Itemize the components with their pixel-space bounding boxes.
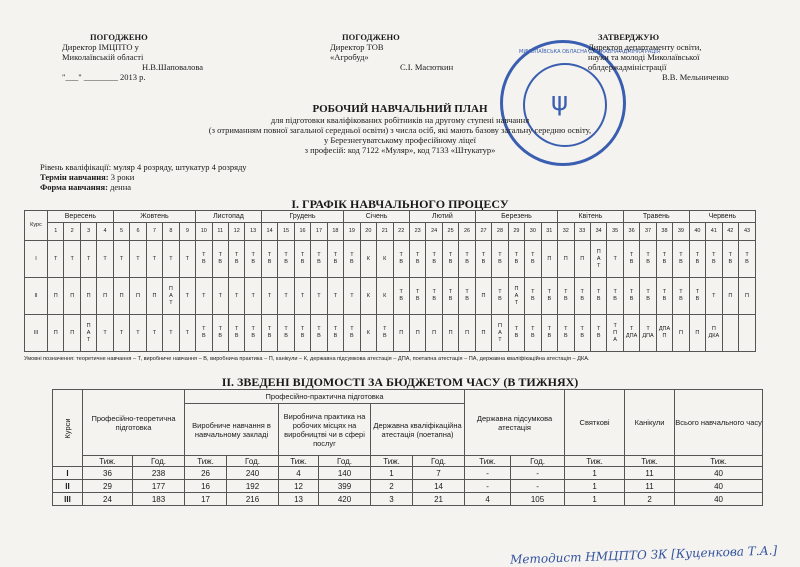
schedule-cell [739,315,756,352]
schedule-cell: Т В [344,241,360,278]
budget-cell-vh: 140 [319,467,371,480]
approval-left-name: Н.В.Шаповалова [142,62,204,72]
schedule-cell: Т В [261,241,277,278]
schedule-week-35: 35 [607,223,623,241]
term-label: Термін навчання: [40,172,109,182]
schedule-cell: Т ДПА [623,315,639,352]
schedule-cell: Т В [492,241,508,278]
schedule-cell: П [426,315,442,352]
schedule-week-6: 6 [130,223,146,241]
schedule-cell: П [541,241,557,278]
schedule-month-2: Листопад [196,211,262,223]
schedule-week-10: 10 [196,223,212,241]
schedule-week-38: 38 [656,223,672,241]
budget-cell-ph: 216 [227,493,279,506]
budget-cell-th: 177 [133,480,185,493]
schedule-cell: Т В [689,241,705,278]
budget-cell-vac: 2 [625,493,675,506]
unit-weeks: Тиж. [625,456,675,467]
schedule-cell: Т В [442,278,458,315]
budget-cell-vw: 12 [279,480,319,493]
schedule-cell: Т В [327,241,343,278]
budget-h-vacations: Канікули [625,390,675,456]
schedule-cell [722,315,738,352]
schedule-cell: Т В [656,278,672,315]
budget-cell-tw: 29 [83,480,133,493]
budget-cell-tw: 36 [83,467,133,480]
schedule-cell: Т В [574,315,590,352]
schedule-cell: Т [278,278,294,315]
schedule-week-18: 18 [327,223,343,241]
form-value: денна [110,182,132,192]
schedule-cell: Т [48,241,64,278]
approval-left-line1: Директор ІМЦПТО у [62,42,139,52]
unit-weeks: Тиж. [83,456,133,467]
budget-h-state-qual: Державна кваліфікаційна атестація (поетапна) [371,404,465,456]
schedule-cell: Т ДПА [640,315,656,352]
schedule-cell: Т В [212,241,228,278]
schedule-cell: Т В [508,315,524,352]
schedule-cell: Т [344,278,360,315]
schedule-week-8: 8 [163,223,179,241]
plan-meta [40,162,247,192]
schedule-cell: Т В [640,241,656,278]
schedule-week-7: 7 [146,223,162,241]
schedule-cell: Т [245,278,261,315]
schedule-cell: Т В [492,278,508,315]
schedule-cell: Т [130,241,146,278]
budget-cell-fw: 4 [465,493,511,506]
schedule-cell: Т В [689,278,705,315]
schedule-cell: П [673,315,689,352]
schedule-cell: П ДКА [706,315,722,352]
schedule-cell: Т [113,241,129,278]
schedule-cell: Т В [409,278,425,315]
schedule-week-41: 41 [706,223,722,241]
approval-right-line1: Директор департаменту освіти, [588,42,702,52]
budget-cell-total: 40 [675,480,763,493]
schedule-cell: Т В [228,315,244,352]
schedule-week-14: 14 [261,223,277,241]
schedule-course-cell: ІІІ [25,315,48,352]
schedule-month-6: Березень [475,211,557,223]
schedule-week-39: 39 [673,223,689,241]
schedule-cell: Т В [212,315,228,352]
budget-cell-tw: 24 [83,493,133,506]
schedule-month-8: Травень [623,211,689,223]
approval-middle-line2: «Агробуд» [330,52,369,62]
approval-right [588,32,788,82]
approval-right-line3: облдержадміністрації [588,62,667,72]
budget-cell-pw: 16 [185,480,227,493]
schedule-cell: Т [212,278,228,315]
schedule-month-4: Січень [344,211,410,223]
schedule-cell: Т В [311,241,327,278]
schedule-week-17: 17 [311,223,327,241]
schedule-cell: Т В [739,241,756,278]
schedule-cell: П А Т [80,315,96,352]
schedule-cell: Т [261,278,277,315]
budget-h-course: Курси [53,390,83,467]
section2-title: ІІ. ЗВЕДЕНІ ВІДОМОСТІ ЗА БЮДЖЕТОМ ЧАСУ (В ТИЖНЯХ) [221,375,579,389]
schedule-cell: Т В [459,278,475,315]
schedule-month-5: Лютий [409,211,475,223]
schedule-week-23: 23 [409,223,425,241]
schedule-cell: Т В [196,315,212,352]
schedule-cell: П А Т [508,278,524,315]
schedule-month-1: Жовтень [113,211,195,223]
schedule-cell: Т В [558,315,574,352]
plan-line1: для підготовки кваліфікованих робітників на другому ступені навчання [270,115,530,125]
schedule-cell: Т [97,241,113,278]
schedule-cell: Т В [673,278,689,315]
schedule-cell: П [97,278,113,315]
budget-cell-vw: 13 [279,493,319,506]
budget-cell-course: І [53,467,83,480]
schedule-cell: Т В [656,241,672,278]
schedule-cell: К [377,241,393,278]
schedule-week-33: 33 [574,223,590,241]
plan-line3: у Березнегуватському професійному ліцеї [324,135,476,145]
approval-right-line2: науки та молоді Миколаївської [588,52,700,62]
schedule-cell: Т В [311,315,327,352]
budget-row [53,480,763,493]
schedule-cell: Т В [294,315,310,352]
schedule-cell: Т В [344,315,360,352]
schedule-cell: П [475,315,491,352]
budget-cell-vh: 399 [319,480,371,493]
unit-hours: Год. [227,456,279,467]
budget-cell-qw: 2 [371,480,413,493]
plan-title: РОБОЧИЙ НАВЧАЛЬНИЙ ПЛАН [312,103,488,115]
schedule-cell: Т В [525,315,541,352]
budget-cell-fest: 1 [565,493,625,506]
schedule-week-43: 43 [739,223,756,241]
schedule-cell: Т В [673,241,689,278]
schedule-legend: Умовні позначення: теоретичне навчання – Т, виробниче навчання – В, виробнича практика – П, канікули – К, державна підсумкова атестація – ДПА, поетапна атестація – ПА, державна кваліфікаційна атестація – ДКА. [24,356,590,362]
schedule-week-29: 29 [508,223,524,241]
budget-cell-vw: 4 [279,467,319,480]
schedule-cell: Т В [245,241,261,278]
schedule-cell: Т В [590,278,606,315]
budget-cell-pw: 17 [185,493,227,506]
budget-h-theory: Професійно-теоретична підготовка [83,390,185,456]
unit-hours: Год. [413,456,465,467]
schedule-cell: Т В [525,241,541,278]
schedule-cell: Т В [475,241,491,278]
schedule-week-19: 19 [344,223,360,241]
section1-title: І. ГРАФІК НАВЧАЛЬНОГО ПРОЦЕСУ [291,197,509,211]
schedule-cell: Т [179,278,195,315]
budget-h-total: Всього навчального часу [675,390,763,456]
schedule-cell: П [64,315,80,352]
schedule-week-32: 32 [558,223,574,241]
schedule-cell: Т В [706,241,722,278]
schedule-week-25: 25 [442,223,458,241]
schedule-week-4: 4 [97,223,113,241]
plan-heading [100,103,700,155]
schedule-cell: П А Т [590,241,606,278]
budget-h-state-final: Державна підсумкова атестація [465,390,565,456]
level-label: Рівень кваліфікації: [40,162,112,172]
handwritten-note: Методист НМЦПТО ЗК [Куценкова Т.А.] [509,543,778,567]
schedule-cell: Т В [541,278,557,315]
approval-right-title: ЗАТВЕРДЖУЮ [598,32,660,42]
budget-cell-fest: 1 [565,480,625,493]
schedule-cell: П [574,241,590,278]
schedule-week-12: 12 [228,223,244,241]
schedule-week-21: 21 [377,223,393,241]
budget-cell-qw: 3 [371,493,413,506]
schedule-week-22: 22 [393,223,409,241]
approval-middle-title: ПОГОДЖЕНО [342,32,400,42]
schedule-month-7: Квітень [558,211,624,223]
schedule-cell: Т В [590,315,606,352]
schedule-course-cell: І [25,241,48,278]
schedule-cell: Т В [409,241,425,278]
schedule-cell: Т В [245,315,261,352]
schedule-week-26: 26 [459,223,475,241]
budget-cell-fw: - [465,467,511,480]
schedule-cell: П [130,278,146,315]
budget-cell-fh: 105 [511,493,565,506]
term-value: 3 роки [110,172,135,182]
schedule-week-42: 42 [722,223,738,241]
schedule-cell: Т [64,241,80,278]
schedule-cell: Т [607,241,623,278]
schedule-cell: Т В [294,241,310,278]
level-value: муляр 4 розряду, штукатур 4 розряду [113,162,247,172]
budget-cell-fw: - [465,480,511,493]
schedule-cell: Т В [278,241,294,278]
budget-row [53,467,763,480]
budget-cell-qh: 14 [413,480,465,493]
schedule-week-3: 3 [80,223,96,241]
schedule-week-13: 13 [245,223,261,241]
schedule-cell: Т В [574,278,590,315]
approval-middle-line1: Директор ТОВ [330,42,384,52]
schedule-week-30: 30 [525,223,541,241]
schedule-cell: Т В [442,241,458,278]
budget-cell-qw: 1 [371,467,413,480]
budget-cell-qh: 21 [413,493,465,506]
schedule-week-20: 20 [360,223,376,241]
unit-hours: Год. [133,456,185,467]
budget-cell-course: ІІ [53,480,83,493]
budget-cell-vac: 11 [625,480,675,493]
budget-cell-fh: - [511,467,565,480]
approval-right-name: В.В. Мельниченко [662,72,729,82]
schedule-cell: Т [327,278,343,315]
unit-weeks: Тиж. [675,456,763,467]
budget-cell-th: 238 [133,467,185,480]
schedule-cell: Т В [196,241,212,278]
schedule-week-15: 15 [278,223,294,241]
schedule-cell: П А Т [163,278,179,315]
budget-cell-fest: 1 [565,467,625,480]
unit-hours: Год. [319,456,371,467]
schedule-cell: П А Т [492,315,508,352]
schedule-cell: Т [179,241,195,278]
schedule-cell: Т В [623,278,639,315]
schedule-course-cell: ІІ [25,278,48,315]
schedule-month-0: Вересень [48,211,114,223]
schedule-week-2: 2 [64,223,80,241]
budget-cell-fh: - [511,480,565,493]
form-label: Форма навчання: [40,182,108,192]
schedule-cell: Т В [327,315,343,352]
schedule-cell: П [475,278,491,315]
schedule-cell: К [360,241,376,278]
unit-hours: Год. [511,456,565,467]
budget-cell-qh: 7 [413,467,465,480]
schedule-week-5: 5 [113,223,129,241]
unit-weeks: Тиж. [565,456,625,467]
schedule-cell: Т [113,315,129,352]
schedule-week-34: 34 [590,223,606,241]
budget-cell-vac: 11 [625,467,675,480]
approval-middle [330,32,510,72]
schedule-month-9: Червень [689,211,755,223]
schedule-table [24,210,756,352]
schedule-cell: Т В [508,241,524,278]
schedule-cell: Т В [541,315,557,352]
schedule-cell: Т В [426,241,442,278]
schedule-cell: П [113,278,129,315]
trident-icon: ψ [551,87,569,117]
schedule-week-1: 1 [48,223,64,241]
schedule-cell: ДПА П [656,315,672,352]
schedule-cell: Т [228,278,244,315]
schedule-cell: Т [163,315,179,352]
budget-cell-total: 40 [675,493,763,506]
approval-left-title: ПОГОДЖЕНО [90,32,148,42]
schedule-row [25,241,756,278]
schedule-cell: Т В [525,278,541,315]
schedule-row [25,315,756,352]
unit-weeks: Тиж. [185,456,227,467]
schedule-cell: К [360,278,376,315]
schedule-cell: Т [706,278,722,315]
schedule-week-31: 31 [541,223,557,241]
schedule-cell: Т В [228,241,244,278]
budget-cell-th: 183 [133,493,185,506]
budget-table [52,389,763,506]
schedule-cell: Т [294,278,310,315]
schedule-cell: П [558,241,574,278]
schedule-row [25,278,756,315]
budget-h-prod-training: Виробниче навчання в навчальному закладі [185,404,279,456]
budget-cell-course: ІІІ [53,493,83,506]
schedule-cell: П [146,278,162,315]
schedule-cell: П [48,278,64,315]
budget-h-practice: Професійно-практична підготовка [185,390,465,404]
schedule-cell: Т В [393,241,409,278]
schedule-cell: П [48,315,64,352]
schedule-cell: П [722,278,738,315]
schedule-cell: Т [130,315,146,352]
schedule-cell: Т [196,278,212,315]
schedule-cell: Т В [261,315,277,352]
budget-row [53,493,763,506]
schedule-week-27: 27 [475,223,491,241]
schedule-cell: Т [146,241,162,278]
schedule-week-24: 24 [426,223,442,241]
budget-cell-pw: 26 [185,467,227,480]
schedule-cell: Т В [558,278,574,315]
budget-h-prod-practice: Виробнича практика на робочих місцях на виробництві чи в сфері послуг [279,404,371,456]
schedule-cell: П [393,315,409,352]
schedule-cell: Т [97,315,113,352]
budget-cell-vh: 420 [319,493,371,506]
schedule-week-9: 9 [179,223,195,241]
schedule-course-header: Курс [25,211,48,241]
approval-middle-name: С.І. Масюткин [400,62,454,72]
schedule-cell: Т В [278,315,294,352]
schedule-week-16: 16 [294,223,310,241]
stamp-text: МИКОЛАЇВСЬКА ОБЛАСНА ДЕРЖАВНА АДМІНІСТРАЦІЯ [519,49,661,55]
schedule-cell: Т П А [607,315,623,352]
schedule-cell: П [80,278,96,315]
schedule-cell: Т В [640,278,656,315]
schedule-cell: Т В [607,278,623,315]
schedule-cell: Т В [426,278,442,315]
unit-weeks: Тиж. [371,456,413,467]
plan-line2: (з отриманням повної загальної середньої освіти) з числа осіб, які мають базову загальну середню освіту, [208,125,592,135]
schedule-cell: П [442,315,458,352]
unit-weeks: Тиж. [465,456,511,467]
schedule-cell: Т [80,241,96,278]
schedule-month-3: Грудень [261,211,343,223]
budget-h-holidays: Святкові [565,390,625,456]
schedule-cell: Т [146,315,162,352]
schedule-cell: П [689,315,705,352]
schedule-cell: П [459,315,475,352]
schedule-cell: П [64,278,80,315]
schedule-cell: Т В [377,315,393,352]
budget-cell-ph: 240 [227,467,279,480]
schedule-week-40: 40 [689,223,705,241]
schedule-week-37: 37 [640,223,656,241]
schedule-cell: К [377,278,393,315]
budget-cell-ph: 192 [227,480,279,493]
approval-left-line2: Миколаївській області [62,52,144,62]
schedule-week-11: 11 [212,223,228,241]
approval-left-date: "___" ________ 2013 р. [62,72,146,82]
schedule-cell: К [360,315,376,352]
schedule-cell: Т В [393,278,409,315]
schedule-cell: Т В [459,241,475,278]
approval-left [62,32,262,82]
schedule-cell: Т В [623,241,639,278]
schedule-week-28: 28 [492,223,508,241]
schedule-cell: Т [163,241,179,278]
budget-cell-total: 40 [675,467,763,480]
plan-line4: з професій: код 7122 «Муляр», код 7133 «Штукатур» [304,145,496,155]
schedule-cell: П [409,315,425,352]
unit-weeks: Тиж. [279,456,319,467]
schedule-cell: Т В [722,241,738,278]
schedule-cell: П [739,278,756,315]
schedule-cell: Т [311,278,327,315]
schedule-cell: Т [179,315,195,352]
schedule-week-36: 36 [623,223,639,241]
